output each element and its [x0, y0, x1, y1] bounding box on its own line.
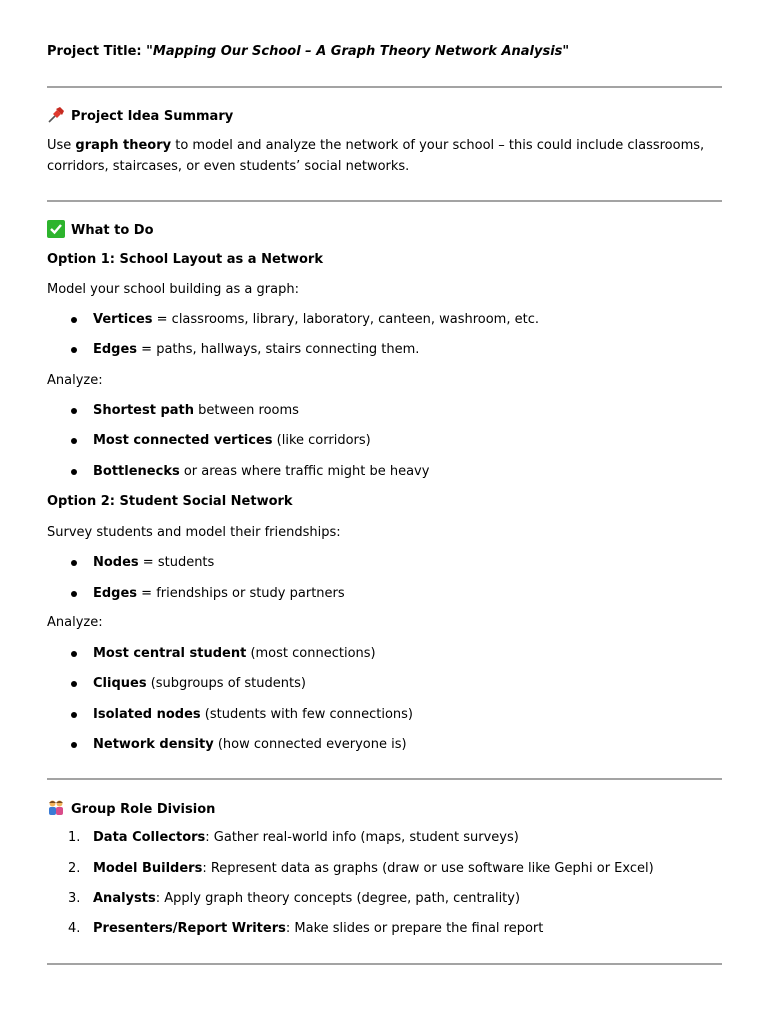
list-item-text: (students with few connections): [200, 707, 413, 722]
project-title-line: [47, 43, 569, 61]
what-to-do-heading: What to Do: [71, 223, 154, 238]
list-item-text: (how connected everyone is): [213, 737, 407, 752]
check-mark-icon: [47, 220, 65, 238]
bullet: [71, 560, 77, 566]
list-item-text: : Represent data as graphs (draw or use software like Gephi or Excel): [202, 861, 654, 876]
list-item-text: = friendships or study partners: [137, 586, 345, 601]
list-item-bold: Analysts: [93, 891, 156, 906]
list-item: [93, 860, 654, 878]
option-2-analyze-label: Analyze:: [47, 615, 103, 630]
option-1-analyze-label: Analyze:: [47, 373, 103, 388]
bullet: [71, 438, 77, 444]
divider: [47, 963, 722, 965]
divider: [47, 778, 722, 780]
list-item-bold: Data Collectors: [93, 830, 206, 845]
list-item: [93, 736, 407, 754]
list-item: [93, 829, 519, 847]
list-item-text: (most connections): [246, 646, 376, 661]
list-item: [93, 585, 345, 603]
list-item-bold: Model Builders: [93, 861, 203, 876]
summary-text-line-1: [47, 137, 704, 155]
list-item-bold: Network density: [93, 737, 214, 752]
summary-text-line-2: corridors, staircases, or even students’ social networks.: [47, 159, 410, 174]
list-item: [93, 341, 419, 359]
summary-text-bold: graph theory: [75, 138, 172, 153]
list-item-text: : Gather real-world info (maps, student surveys): [205, 830, 519, 845]
bullet: [71, 651, 77, 657]
list-number: 1.: [68, 830, 81, 845]
list-item: [93, 402, 299, 420]
project-title: "Mapping Our School – A Graph Theory Network Analysis": [146, 44, 570, 59]
list-item-bold: Presenters/Report Writers: [93, 921, 286, 936]
option-1-title: Option 1: School Layout as a Network: [47, 252, 323, 267]
list-item-text: (like corridors): [272, 433, 371, 448]
option-1-intro: Model your school building as a graph:: [47, 282, 299, 297]
people-icon: [47, 799, 65, 817]
list-item: [93, 463, 429, 481]
bullet: [71, 469, 77, 475]
list-item: [93, 890, 520, 908]
list-item-text: between rooms: [194, 403, 299, 418]
list-item-bold: Most connected vertices: [93, 433, 273, 448]
list-item: [93, 554, 214, 572]
bullet: [71, 347, 77, 353]
bullet: [71, 742, 77, 748]
list-item-bold: Edges: [93, 586, 138, 601]
list-item-bold: Vertices: [93, 312, 153, 327]
list-item-text: = classrooms, library, laboratory, canteen, washroom, etc.: [152, 312, 539, 327]
list-item-text: = paths, hallways, stairs connecting them.: [137, 342, 420, 357]
list-item-bold: Most central student: [93, 646, 247, 661]
summary-text-pre: Use: [47, 138, 76, 153]
list-item-bold: Isolated nodes: [93, 707, 201, 722]
divider: [47, 200, 722, 202]
list-item-bold: Cliques: [93, 676, 147, 691]
list-item: [93, 645, 376, 663]
list-number: 4.: [68, 921, 81, 936]
roles-heading: Group Role Division: [71, 802, 216, 817]
bullet: [71, 408, 77, 414]
list-item: [93, 432, 371, 450]
list-item-text: or areas where traffic might be heavy: [179, 464, 430, 479]
divider: [47, 86, 722, 88]
list-item-bold: Nodes: [93, 555, 139, 570]
list-item: [93, 311, 539, 329]
summary-text-post: to model and analyze the network of your school – this could include classrooms,: [171, 138, 705, 153]
bullet: [71, 681, 77, 687]
bullet: [71, 317, 77, 323]
option-2-title: Option 2: Student Social Network: [47, 494, 293, 509]
list-item-text: : Make slides or prepare the final report: [285, 921, 544, 936]
list-item-bold: Bottlenecks: [93, 464, 180, 479]
list-item: [93, 920, 543, 938]
list-item-text: (subgroups of students): [146, 676, 306, 691]
list-item-text: : Apply graph theory concepts (degree, path, centrality): [155, 891, 521, 906]
list-number: 2.: [68, 861, 81, 876]
list-number: 3.: [68, 891, 81, 906]
bullet: [71, 591, 77, 597]
option-2-intro: Survey students and model their friendships:: [47, 525, 341, 540]
list-item: [93, 706, 413, 724]
list-item: [93, 675, 306, 693]
list-item-bold: Shortest path: [93, 403, 195, 418]
roles-heading-line: [47, 799, 215, 819]
summary-heading: Project Idea Summary: [71, 109, 234, 124]
what-to-do-heading-line: [47, 220, 154, 240]
summary-heading-line: [47, 106, 233, 126]
list-item-text: = students: [138, 555, 215, 570]
project-title-label: Project Title:: [47, 44, 147, 59]
pushpin-icon: [47, 106, 65, 124]
list-item-bold: Edges: [93, 342, 138, 357]
bullet: [71, 712, 77, 718]
